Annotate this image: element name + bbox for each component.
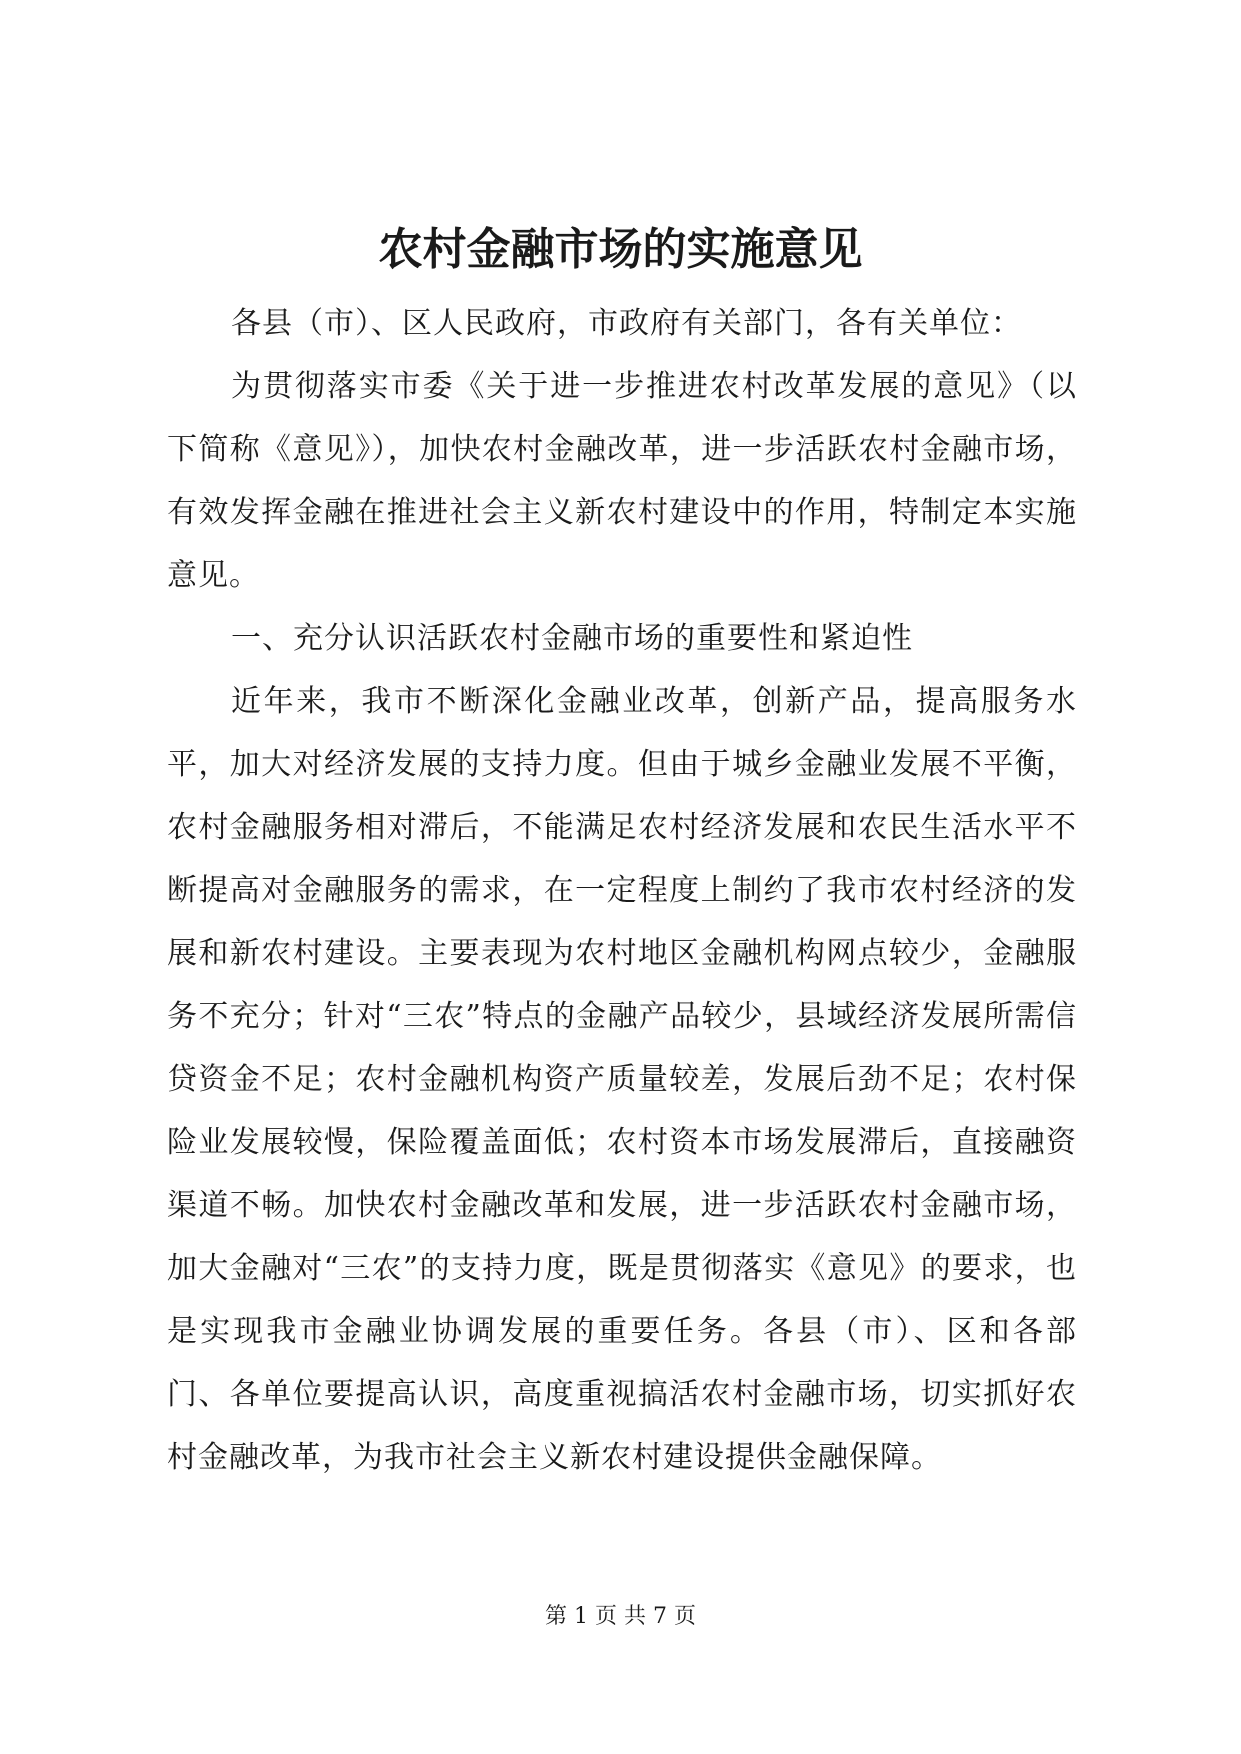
page-number: 第 1 页 共 7 页 <box>545 1604 696 1629</box>
body-paragraph: 近年来，我市不断深化金融业改革，创新产品，提高服务水平，加大对经济发展的支持力度。但由于城乡金融业发展不平衡，农村金融服务相对滞后，不能满足农村经济发展和农民生活水平不断提高对金融服务的需求，在一定程度上制约了我市农村经济的发展和新农村建设。主要表现为农村地区金融机构网点较少，金融服务不充分；针对“三农”特点的金融产品较少，县域经济发展所需信贷资金不足；农村金融机构资产质量较差，发展后劲不足；农村保险业发展较慢，保险覆盖面低；农村资本市场发展滞后，直接融资渠道不畅。加快农村金融改革和发展，进一步活跃农村金融市场，加大金融对“三农”的支持力度，既是贯彻落实《意见》的要求，也是实现我市金融业协调发展的重要任务。各县（市）、区和各部门、各单位要提高认识，高度重视搞活农村金融市场，切实抓好农村金融改革，为我市社会主义新农村建设提供金融保障。 <box>167 684 1077 1475</box>
intro-paragraph: 为贯彻落实市委《关于进一步推进农村改革发展的意见》（以下简称《意见》），加快农村金融改革，进一步活跃农村金融市场，有效发挥金融在推进社会主义新农村建设中的作用，特制定本实施意见。 <box>167 369 1077 593</box>
section-heading: 一、充分认识活跃农村金融市场的重要性和紧迫性 <box>231 621 913 656</box>
document-title: 农村金融市场的实施意见 <box>378 224 863 275</box>
salutation-paragraph: 各县（市）、区人民政府，市政府有关部门，各有关单位： <box>231 306 1022 341</box>
document-body <box>167 292 1077 1489</box>
